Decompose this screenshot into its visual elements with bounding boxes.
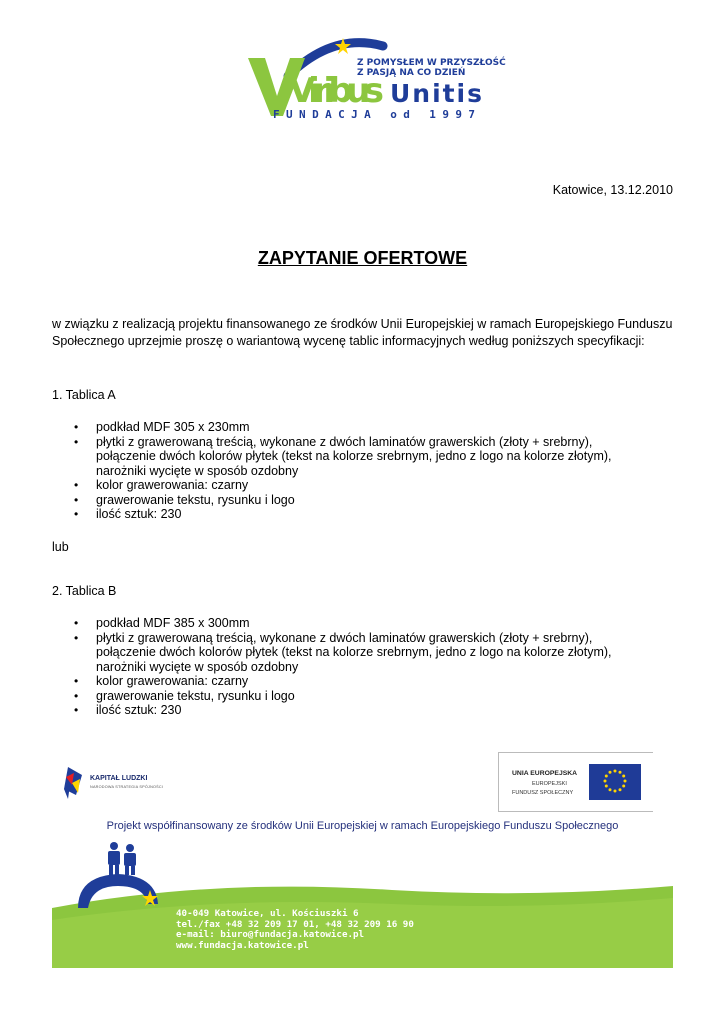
list-item: • płytki z grawerowaną treścią, wykonane z dwóch laminatów grawerskich (złoty + srebrny), połączenie dwóch kolorów płytek (tekst na kolorze srebrnym, jedno z logo na kolorze złotym), narożniki wycięte w sposób ozdobny	[74, 630, 612, 674]
bullet-icon: •	[74, 492, 79, 507]
bullet-icon: •	[74, 688, 79, 703]
list-item: • kolor grawerowania: czarny	[74, 674, 249, 688]
logo-brand-second: Unitis	[390, 79, 482, 108]
bullet-icon: •	[74, 703, 79, 717]
contact-website[interactable]: www.fundacja.katowice.pl	[176, 939, 309, 951]
bullet-icon: •	[74, 478, 79, 492]
document-date: Katowice, 13.12.2010	[552, 183, 673, 197]
contact-address: 40-049 Katowice, ul. Kościuszki 6	[176, 908, 359, 919]
kapital-ludzki-logo	[62, 765, 172, 805]
eu-logo-line3: FUNDUSZ SPOŁECZNY	[512, 790, 574, 796]
intro-paragraph: w związku z realizacją projektu finansowanego ze środków Unii Europejskiej w ramach Europejskiego Funduszu Społecznego uprzejmie proszę o wariantową wycenę tablic informacyjnych według poniższych specyfikacji:	[52, 317, 673, 348]
list-item: • grawerowanie tekstu, rysunku i logo	[74, 492, 295, 507]
list-item: • kolor grawerowania: czarny	[74, 478, 249, 492]
logo-tagline: FUNDACJA od 1997	[273, 108, 479, 121]
bullet-icon: •	[74, 630, 79, 645]
people-figures-icon	[108, 842, 136, 875]
section-a-list	[52, 420, 652, 522]
contact-phone: tel./fax +48 32 209 17 01, +48 32 209 16 90	[176, 918, 414, 930]
eu-efs-logo	[498, 752, 653, 812]
list-item: • podkład MDF 305 x 230mm	[74, 420, 250, 434]
list-item: • podkład MDF 385 x 300mm	[74, 616, 250, 630]
list-item: • ilość sztuk: 230	[74, 703, 182, 717]
section-a-title: 1. Tablica A	[52, 388, 116, 402]
bullet-icon: •	[74, 420, 79, 434]
logo-slogan-line1: Z POMYSŁEM W PRZYSZŁOŚĆ	[357, 58, 506, 68]
section-b-title: 2. Tablica B	[52, 584, 117, 598]
bullet-icon: •	[74, 616, 79, 630]
contact-block	[176, 909, 414, 951]
bullet-icon: •	[74, 434, 79, 449]
eu-logo-line2: EUROPEJSKI	[532, 781, 567, 787]
list-item: • ilość sztuk: 230	[74, 507, 182, 521]
eu-logo-line1: UNIA EUROPEJSKA	[512, 770, 578, 777]
list-item: • płytki z grawerowaną treścią, wykonane z dwóch laminatów grawerskich (złoty + srebrny), połączenie dwóch kolorów płytek (tekst na kolorze srebrnym, jedno z logo na kolorze złotym), narożniki wycięte w sposób ozdobny	[74, 434, 612, 478]
viribus-unitis-logo	[243, 36, 506, 122]
document-title: ZAPYTANIE OFERTOWE	[257, 248, 468, 268]
cofinancing-note: Projekt współfinansowany ze środków Unii Europejskiej w ramach Europejskiego Funduszu Społecznego	[106, 820, 619, 832]
kapital-ludzki-mark-icon	[62, 765, 86, 801]
kapital-ludzki-name: KAPITAŁ LUDZKI	[90, 775, 148, 782]
kapital-ludzki-subtitle: NARODOWA STRATEGIA SPÓJNOŚCI	[90, 785, 164, 789]
logo-brand-first: Viribus	[289, 71, 384, 111]
contact-email[interactable]: e-mail: biuro@fundacja.katowice.pl	[176, 929, 365, 940]
bullet-icon: •	[74, 674, 79, 688]
logo-slogan-line2: Z PASJĄ NA CO DZIEŃ	[357, 68, 466, 78]
list-item: • grawerowanie tekstu, rysunku i logo	[74, 688, 295, 703]
section-b-list	[52, 616, 652, 718]
eu-flag-icon	[589, 764, 641, 800]
bullet-icon: •	[74, 507, 79, 521]
separator-text: lub	[52, 540, 69, 554]
